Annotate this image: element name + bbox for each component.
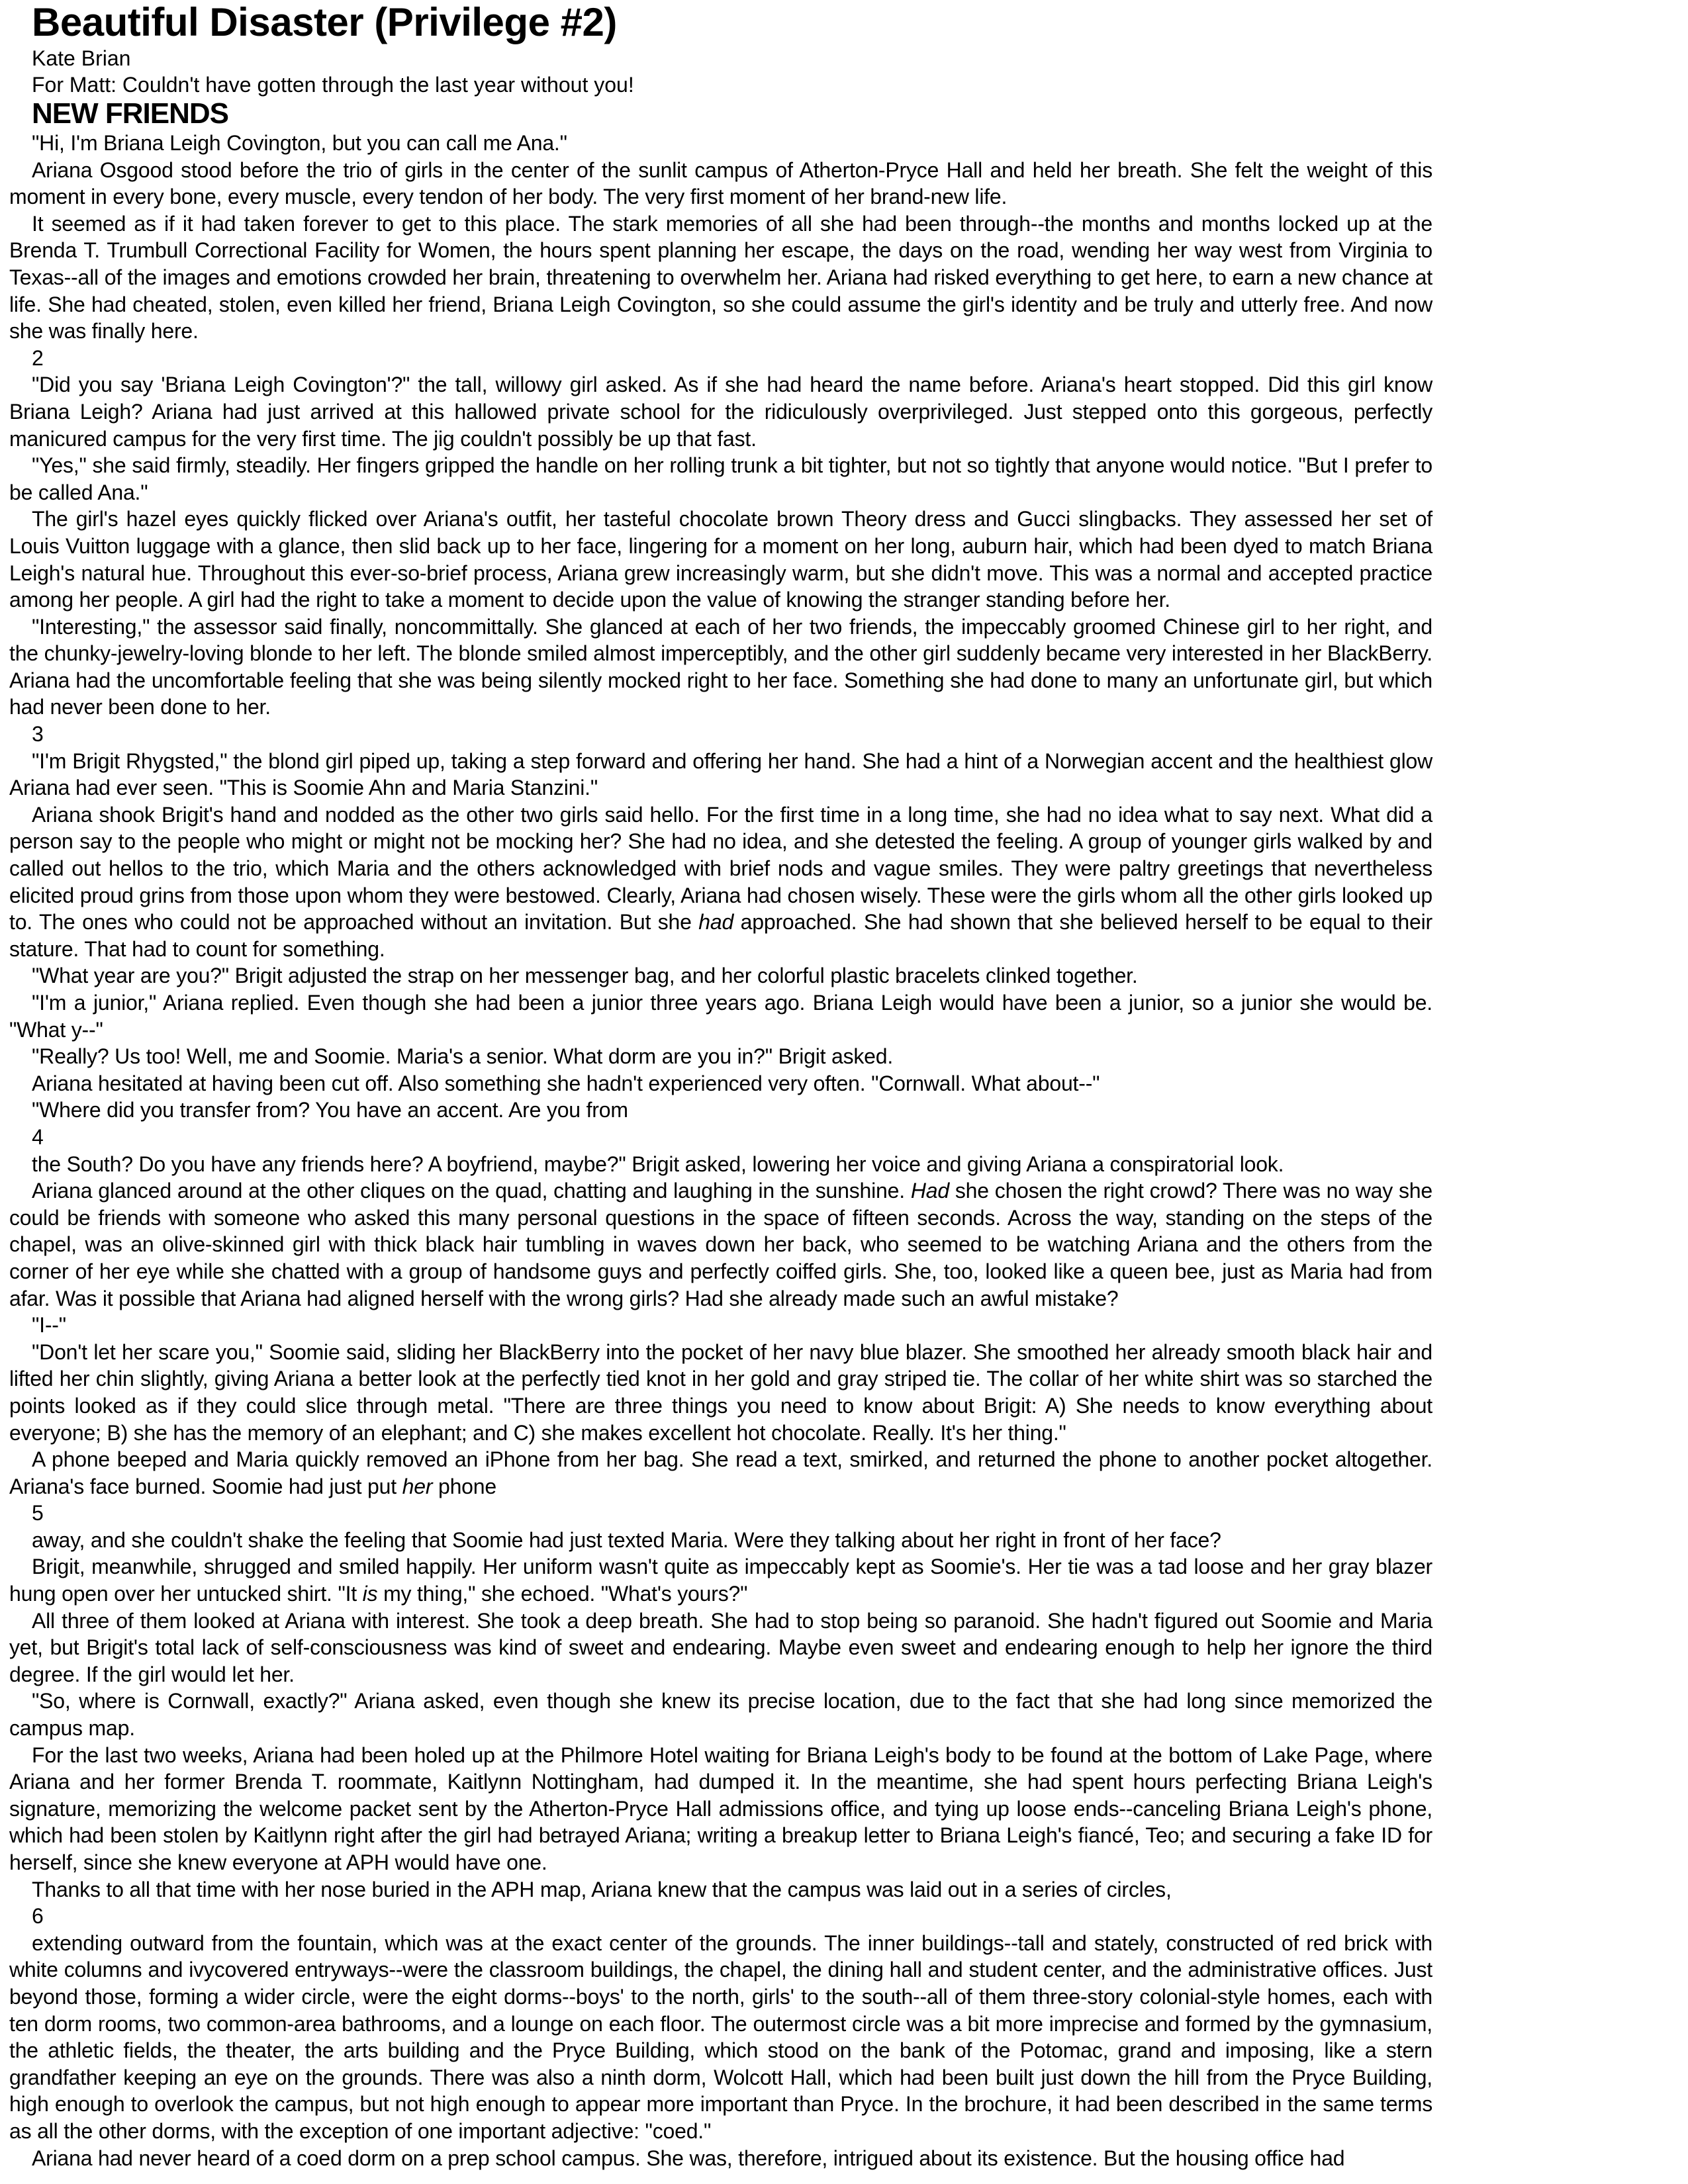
paragraph: away, and she couldn't shake the feeling that Soomie had just texted Maria. Were they talking about her right in front of her face? — [32, 1527, 1221, 1552]
author-name: Kate Brian — [32, 46, 131, 70]
paragraph: For the last two weeks, Ariana had been holed up at the Philmore Hotel waiting for Briana Leigh's body to be found at the bottom of Lake Page, where Ariana and her former Brenda T. roommate, Kaitlynn Nottingham, had dumped it. In the meantime, she had spent hours perfecting Briana Leigh's signature, memorizing the welcome packet sent by the Atherton-Pryce Hall admissions office, and tying up loose ends--canceling Briana Leigh's phone, which had been stolen by Kaitlynn right after the girl had betrayed Ariana; writing a breakup letter to Briana Leigh's fiancé, Teo; and securing a fake ID for herself, since she knew everyone at APH would have one. — [9, 1743, 1432, 1874]
page-number: 2 — [32, 345, 44, 370]
book-page — [9, 0, 1432, 2171]
chapter-body — [9, 130, 1432, 2171]
paragraph: "Don't let her scare you," Soomie said, sliding her BlackBerry into the pocket of her navy blue blazer. She smoothed her already smooth black hair and lifted her chin slightly, giving Ariana a better look at the perfectly tied knot in her gold and gray striped tie. The collar of her white shirt was so starched the points looked as if they could slice through metal. "There are three things you need to know about Brigit: A) She needs to know everything about everyone; B) she has the memory of an elephant; and C) she makes excellent hot chocolate. Really. It's her thing." — [9, 1340, 1432, 1445]
paragraph: "Yes," she said firmly, steadily. Her fingers gripped the handle on her rolling trunk a bit tighter, but not so tightly that anyone would notice. "But I prefer to be called Ana." — [9, 453, 1432, 504]
paragraph: "So, where is Cornwall, exactly?" Ariana asked, even though she knew its precise location, due to the fact that she had long since memorized the campus map. — [9, 1689, 1432, 1741]
chapter-title: NEW FRIENDS — [32, 97, 228, 130]
paragraph: "I'm a junior," Ariana replied. Even though she had been a junior three years ago. Briana Leigh would have been a junior, so a junior she would be. "What y--" — [9, 991, 1432, 1042]
dedication: For Matt: Couldn't have gotten through the last year without you! — [32, 73, 634, 97]
page-number: 5 — [32, 1501, 44, 1525]
paragraph: Ariana hesitated at having been cut off. Also something she hadn't experienced very often. "Cornwall. What about--" — [32, 1071, 1100, 1095]
book-title: Beautiful Disaster (Privilege #2) — [32, 0, 617, 44]
paragraph: the South? Do you have any friends here? A boyfriend, maybe?" Brigit asked, lowering her voice and giving Ariana a conspiratorial look. — [32, 1152, 1284, 1176]
paragraph: "I--" — [32, 1313, 66, 1338]
paragraph: Ariana had never heard of a coed dorm on a prep school campus. She was, therefore, intrigued about its existence. But the housing office had — [32, 2146, 1345, 2170]
paragraph: Ariana glanced around at the other cliques on the quad, chatting and laughing in the sunshine. Had she chosen the right crowd? There was no way she could be friends with someone who asked this many personal questions in the space of fifteen seconds. Across the way, standing on the steps of the chapel, was an olive-skinned girl with thick black hair tumbling in waves down her back, who seemed to be watching Ariana and the others from the corner of her eye while she chatted with a group of handsome guys and perfectly coiffed girls. She, too, looked like a queen bee, just as Maria had from afar. Was it possible that Ariana had aligned herself with the wrong girls? Had she already made such an awful mistake? — [9, 1179, 1432, 1310]
paragraph: Ariana shook Brigit's hand and nodded as the other two girls said hello. For the first time in a long time, she had no idea what to say next. What did a person say to the people who might or might not be mocking her? She had no idea, and she detested the feeling. A group of younger girls walked by and called out hellos to the trio, which Maria and the others acknowledged with brief nods and vague smiles. They were paltry greetings that nevertheless elicited proud grins from those upon whom they were bestowed. Clearly, Ariana had chosen wisely. These were the girls whom all the other girls looked up to. The ones who could not be approached without an invitation. But she had approached. She had shown that she believed herself to be equal to their stature. That had to count for something. — [9, 802, 1432, 961]
paragraph: Thanks to all that time with her nose buried in the APH map, Ariana knew that the campus was laid out in a series of circles, — [32, 1877, 1172, 1901]
paragraph: It seemed as if it had taken forever to get to this place. The stark memories of all she had been through--the months and months locked up at the Brenda T. Trumbull Correctional Facility for Women, the hours spent planning her escape, the days on the road, wending her way west from Virginia to Texas--all of the images and emotions crowded her brain, threatening to overwhelm her. Ariana had risked everything to get here, to earn a new chance at life. She had cheated, stolen, even killed her friend, Briana Leigh Covington, so she could assume the girl's identity and be truly and utterly free. And now she was finally here. — [9, 211, 1432, 343]
paragraph: A phone beeped and Maria quickly removed an iPhone from her bag. She read a text, smirked, and returned the phone to another pocket altogether. Ariana's face burned. Soomie had just put her phone — [9, 1447, 1432, 1498]
paragraph: extending outward from the fountain, which was at the exact center of the grounds. The inner buildings--tall and stately, constructed of red brick with white columns and ivycovered entryways--were the classroom buildings, the chapel, the dining hall and student center, and the administrative offices. Just beyond those, forming a wider circle, were the eight dorms--boys' to the north, girls' to the south--all of them three-story colonial-style homes, each with ten dorm rooms, two common-area bathrooms, and a lounge on each floor. The outermost circle was a bit more imprecise and formed by the gymnasium, the athletic fields, the theater, the arts building and the Pryce Building, which stood on the bank of the Potomac, grand and imposing, like a stern grandfather keeping an eye on the grounds. There was also a ninth dorm, Wolcott Hall, which had been built just down the hill from the Pryce Building, high enough to overlook the campus, but not high enough to appear more important than Pryce. In the brochure, it had been described in the same terms as all the other dorms, with the exception of one important adjective: "coed." — [9, 1931, 1432, 2143]
paragraph: Brigit, meanwhile, shrugged and smiled happily. Her uniform wasn't quite as impeccably kept as Soomie's. Her tie was a tad loose and her gray blazer hung open over her untucked shirt. "It is my thing," she echoed. "What's yours?" — [9, 1555, 1432, 1606]
paragraph: "What year are you?" Brigit adjusted the strap on her messenger bag, and her colorful plastic bracelets clinked together. — [32, 964, 1138, 988]
paragraph: "Really? Us too! Well, me and Soomie. Maria's a senior. What dorm are you in?" Brigit asked. — [32, 1044, 894, 1069]
paragraph: "Hi, I'm Briana Leigh Covington, but you can call me Ana." — [32, 131, 567, 155]
page-number: 4 — [32, 1124, 44, 1149]
paragraph: All three of them looked at Ariana with interest. She took a deep breath. She had to stop being so paranoid. She hadn't figured out Soomie and Maria yet, but Brigit's total lack of self-consciousness was kind of sweet and endearing. Maybe even sweet and endearing enough to help her ignore the third degree. If the girl would let her. — [9, 1608, 1432, 1686]
paragraph: "Interesting," the assessor said finally, noncommittally. She glanced at each of her two friends, the impeccably groomed Chinese girl to her right, and the chunky-jewelry-loving blonde to her left. The blonde smiled almost imperceptibly, and the other girl suddenly became very interested in her BlackBerry. Ariana had the uncomfortable feeling that she was being silently mocked right to her face. Something she had done to many an unfortunate girl, but which had never been done to her. — [9, 614, 1432, 719]
page-number: 6 — [32, 1904, 44, 1929]
paragraph: "Did you say 'Briana Leigh Covington'?" the tall, willowy girl asked. As if she had heard the name before. Ariana's heart stopped. Did this girl know Briana Leigh? Ariana had just arrived at this hallowed private school for the ridiculously overprivileged. Just stepped onto this gorgeous, perfectly manicured campus for the very first time. The jig couldn't possibly be up that fast. — [9, 373, 1432, 451]
paragraph: "Where did you transfer from? You have an accent. Are you from — [32, 1098, 628, 1122]
paragraph: The girl's hazel eyes quickly flicked over Ariana's outfit, her tasteful chocolate brown Theory dress and Gucci slingbacks. They assessed her set of Louis Vuitton luggage with a glance, then slid back up to her face, lingering for a moment on her long, auburn hair, which had been dyed to match Briana Leigh's natural hue. Throughout this ever-so-brief process, Ariana grew increasingly warm, but she didn't move. This was a normal and accepted practice among her people. A girl had the right to take a moment to decide upon the value of knowing the stranger standing before her. — [9, 507, 1432, 612]
paragraph: Ariana Osgood stood before the trio of girls in the center of the sunlit campus of Atherton-Pryce Hall and held her breath. She felt the weight of this moment in every bone, every muscle, every tendon of her body. The very first moment of her brand-new life. — [9, 158, 1432, 209]
page-number: 3 — [32, 722, 44, 747]
paragraph: "I'm Brigit Rhygsted," the blond girl piped up, taking a step forward and offering her hand. She had a hint of a Norwegian accent and the healthiest glow Ariana had ever seen. "This is Soomie Ahn and Maria Stanzini." — [9, 749, 1432, 800]
